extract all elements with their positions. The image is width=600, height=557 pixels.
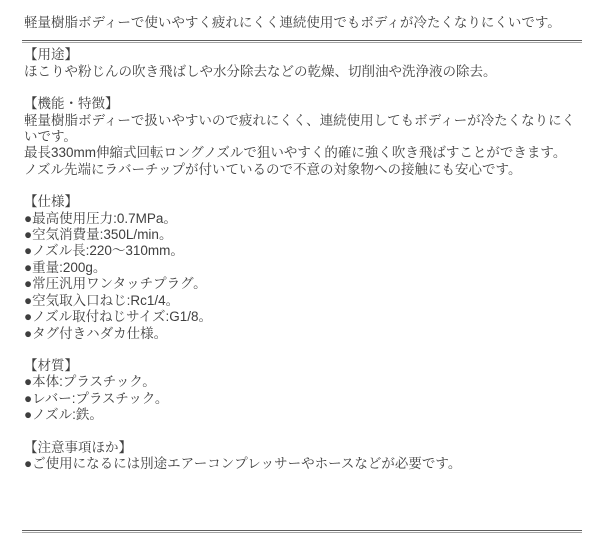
section-heading-uses: 【用途】	[24, 47, 78, 63]
section-line: ●ノズル取付ねじサイズ:G1/8。	[24, 309, 213, 325]
section-line: ●空気取入口ねじ:Rc1/4。	[24, 292, 180, 308]
separator-top	[22, 40, 582, 43]
section-line: ●ご使用になるには別途エアーコンプレッサーやホースなどが必要です。	[24, 455, 462, 471]
section-heading-materials: 【材質】	[24, 357, 78, 373]
section-line: ●レバー:プラスチック。	[24, 390, 169, 406]
section-line: ●本体:プラスチック。	[24, 374, 156, 390]
section-notes	[24, 440, 582, 473]
section-line: 軽量樹脂ボディーで扱いやすいので疲れにくく、連続使用してもボディーが冷たくなりにくいです。	[24, 112, 576, 145]
section-line: ●空気消費量:350L/min。	[24, 227, 173, 243]
intro-text: 軽量樹脂ボディーで使いやすく疲れにくく連続使用でもボディが冷たくなりにくいです。	[24, 15, 561, 30]
section-line: ●ノズル長:220〜310mm。	[24, 243, 184, 259]
section-line: ほこりや粉じんの吹き飛ばしや水分除去などの乾燥、切削油や洗浄液の除去。	[24, 63, 497, 79]
section-line: 最長330mm伸縮式回転ロングノズルで狙いやすく的確に強く吹き飛ばすことができます。	[24, 145, 567, 161]
section-line: ●重量:200g。	[24, 259, 107, 275]
section-line: ●最高使用圧力:0.7MPa。	[24, 210, 177, 226]
section-line: ●ノズル:鉄。	[24, 407, 103, 423]
section-uses	[24, 47, 582, 80]
sections	[24, 47, 582, 472]
section-line: ノズル先端にラバーチップが付いているので不意の対象物への接触にも安心です。	[24, 161, 522, 177]
section-line: ●常圧汎用ワンタッチプラグ。	[24, 276, 207, 292]
section-line: ●タグ付きハダカ仕様。	[24, 325, 168, 341]
section-heading-specifications: 【仕様】	[24, 194, 78, 210]
section-specifications	[24, 194, 582, 342]
separator-bottom	[22, 530, 582, 533]
section-materials	[24, 358, 582, 424]
section-heading-features: 【機能・特徴】	[24, 96, 119, 112]
section-features	[24, 96, 582, 178]
section-heading-notes: 【注意事項ほか】	[24, 439, 132, 455]
